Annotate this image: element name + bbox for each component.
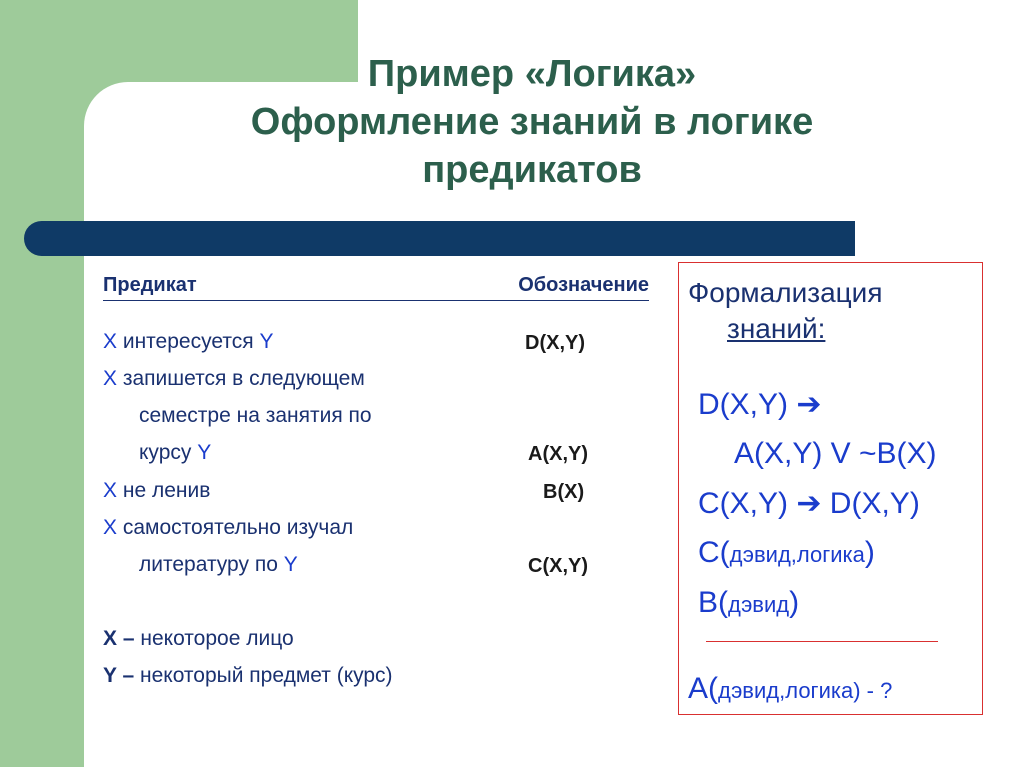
title-line-1: Пример «Логика» bbox=[367, 53, 697, 95]
predicate-row-2-cont-1 bbox=[139, 404, 372, 428]
predicate-text: запишется в следующем bbox=[117, 367, 365, 390]
header-notation: Обозначение bbox=[518, 274, 649, 296]
legend-x bbox=[103, 627, 294, 651]
query-formula bbox=[688, 672, 892, 706]
legend-y bbox=[103, 664, 393, 688]
var-y: Y bbox=[283, 553, 298, 576]
legend-x-label: X – bbox=[103, 627, 135, 650]
predicate-text: самостоятельно изучал bbox=[117, 516, 354, 539]
predicate-row-2-cont-2 bbox=[139, 441, 211, 465]
slide-title bbox=[0, 50, 1024, 194]
legend-y-label: Y – bbox=[103, 664, 135, 687]
formula-5-main: B( bbox=[698, 586, 728, 619]
notation-d: D(X,Y) bbox=[525, 332, 585, 354]
formula-5-close: ) bbox=[789, 586, 800, 619]
legend-y-text: некоторый предмет (курс) bbox=[134, 664, 393, 687]
formula-4-close: ) bbox=[864, 536, 875, 569]
legend-x-text: некоторое лицо bbox=[134, 627, 294, 650]
predicate-row-4-cont bbox=[139, 553, 298, 577]
predicate-row-2 bbox=[103, 367, 365, 391]
var-y: Y bbox=[259, 330, 274, 353]
formula-5-args: дэвид bbox=[728, 592, 790, 617]
header-predicate: Предикат bbox=[103, 274, 197, 296]
var-x: X bbox=[103, 516, 118, 539]
predicate-row-3 bbox=[103, 479, 210, 503]
var-y: Y bbox=[197, 441, 212, 464]
predicate-row-4 bbox=[103, 516, 353, 540]
formula-divider bbox=[706, 641, 938, 642]
predicate-text: семестре на занятия по bbox=[139, 404, 372, 427]
var-x: X bbox=[103, 330, 118, 353]
var-x: X bbox=[103, 479, 118, 502]
formula-5 bbox=[698, 586, 799, 620]
formula-4-args: дэвид,логика bbox=[729, 542, 865, 567]
predicate-text: не ленив bbox=[117, 479, 211, 502]
formula-1: D(X,Y) ➔ bbox=[698, 388, 822, 421]
var-x: X bbox=[103, 367, 118, 390]
predicate-text: курсу bbox=[139, 441, 198, 464]
title-line-2: Оформление знаний в логике bbox=[250, 101, 814, 143]
formalization-title-line-2: знаний: bbox=[727, 313, 826, 344]
predicate-row-1 bbox=[103, 330, 273, 354]
title-divider-bar bbox=[24, 221, 855, 256]
formula-3: C(X,Y) ➔ D(X,Y) bbox=[698, 487, 920, 520]
predicate-text: интересуется bbox=[117, 330, 260, 353]
table-header bbox=[103, 272, 649, 301]
title-line-3: предикатов bbox=[422, 149, 642, 191]
predicate-text: литературу по bbox=[139, 553, 284, 576]
query-main: A( bbox=[688, 672, 718, 705]
formula-4 bbox=[698, 536, 875, 570]
formalization-title bbox=[688, 275, 882, 347]
query-args: дэвид,логика) - ? bbox=[718, 678, 893, 703]
notation-a: A(X,Y) bbox=[528, 443, 588, 465]
formula-2: A(X,Y) V ~B(X) bbox=[734, 437, 937, 470]
formalization-title-line-1: Формализация bbox=[688, 277, 883, 308]
notation-b: B(X) bbox=[543, 481, 585, 503]
formula-4-main: С( bbox=[698, 536, 730, 569]
notation-c: C(X,Y) bbox=[528, 555, 588, 577]
